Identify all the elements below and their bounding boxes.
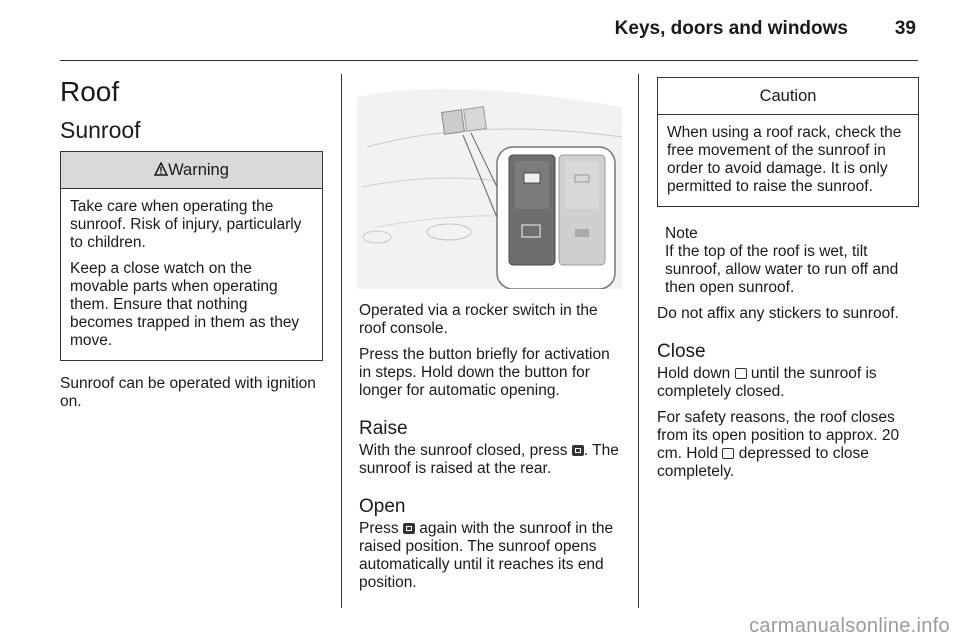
warning-paragraph: Take care when operating the sunroof. Risk of injury, particularly to children.	[70, 198, 302, 251]
sunroof-raise-button-icon	[403, 523, 415, 534]
caution-text: When using a roof rack, check the free movement of the sunroof in order to avoid damage. It is only permitted to raise the sunroof.	[667, 124, 902, 195]
header-title: Keys, doors and windows	[614, 18, 848, 39]
warning-triangle-icon	[154, 162, 168, 176]
sunroof-raise-button-icon	[572, 445, 584, 456]
warning-body	[61, 189, 322, 360]
close-text	[657, 409, 919, 481]
warning-header	[61, 152, 322, 189]
body-text: Operated via a rocker switch in the roof console.	[359, 302, 598, 337]
open-heading: Open	[359, 496, 406, 517]
raise-text	[359, 442, 623, 478]
note-title: Note	[665, 225, 698, 242]
caution-body	[658, 115, 918, 206]
column-2	[359, 302, 623, 600]
open-text	[359, 520, 623, 592]
close-text	[657, 365, 919, 401]
raise-heading: Raise	[359, 418, 408, 439]
watermark: carmanualsonline.info	[749, 615, 950, 637]
body-text: Do not affix any stickers to sunroof.	[657, 305, 899, 322]
caution-header	[658, 78, 918, 115]
warning-box	[60, 151, 323, 361]
text-run: depressed to close completely.	[657, 445, 869, 480]
caution-title: Caution	[759, 87, 817, 105]
text-run: again with the sunroof in the raised position. The sunroof opens automatically until it reaches its end position.	[359, 520, 614, 591]
text-run: For safety reasons, the roof closes from its open position to approx. 20 cm. Hold	[657, 409, 900, 462]
column-3	[657, 77, 919, 489]
sunroof-close-button-icon	[735, 368, 747, 379]
column-divider	[638, 74, 639, 608]
section-heading: Roof	[60, 76, 120, 107]
caution-box	[657, 77, 919, 207]
text-run: With the sunroof closed, press	[359, 442, 572, 459]
page-number: 39	[894, 18, 916, 39]
note-text: If the top of the roof is wet, tilt sunroof, allow water to run off and then open sunroof.	[665, 243, 899, 296]
column-1	[60, 76, 323, 419]
warning-title: Warning	[168, 161, 229, 179]
warning-paragraph: Keep a close watch on the movable parts when operating them. Ensure that nothing becomes trapped in them as they move.	[70, 260, 300, 349]
column-divider	[341, 74, 342, 608]
header-divider	[60, 60, 918, 61]
note-block	[665, 225, 919, 297]
text-run: . The sunroof is raised at the rear.	[359, 442, 619, 477]
text-run: Press	[359, 520, 403, 537]
body-text: Press the button briefly for activation in steps. Hold down the button for longer for automatic opening.	[359, 346, 610, 399]
text-run: until the sunroof is completely closed.	[657, 365, 877, 400]
sunroof-close-button-icon	[722, 448, 734, 459]
text-run: Hold down	[657, 365, 735, 382]
close-heading: Close	[657, 341, 706, 362]
body-text: Sunroof can be operated with ignition on.	[60, 375, 316, 410]
subsection-heading: Sunroof	[60, 117, 141, 143]
roof-console-illustration	[357, 77, 622, 289]
